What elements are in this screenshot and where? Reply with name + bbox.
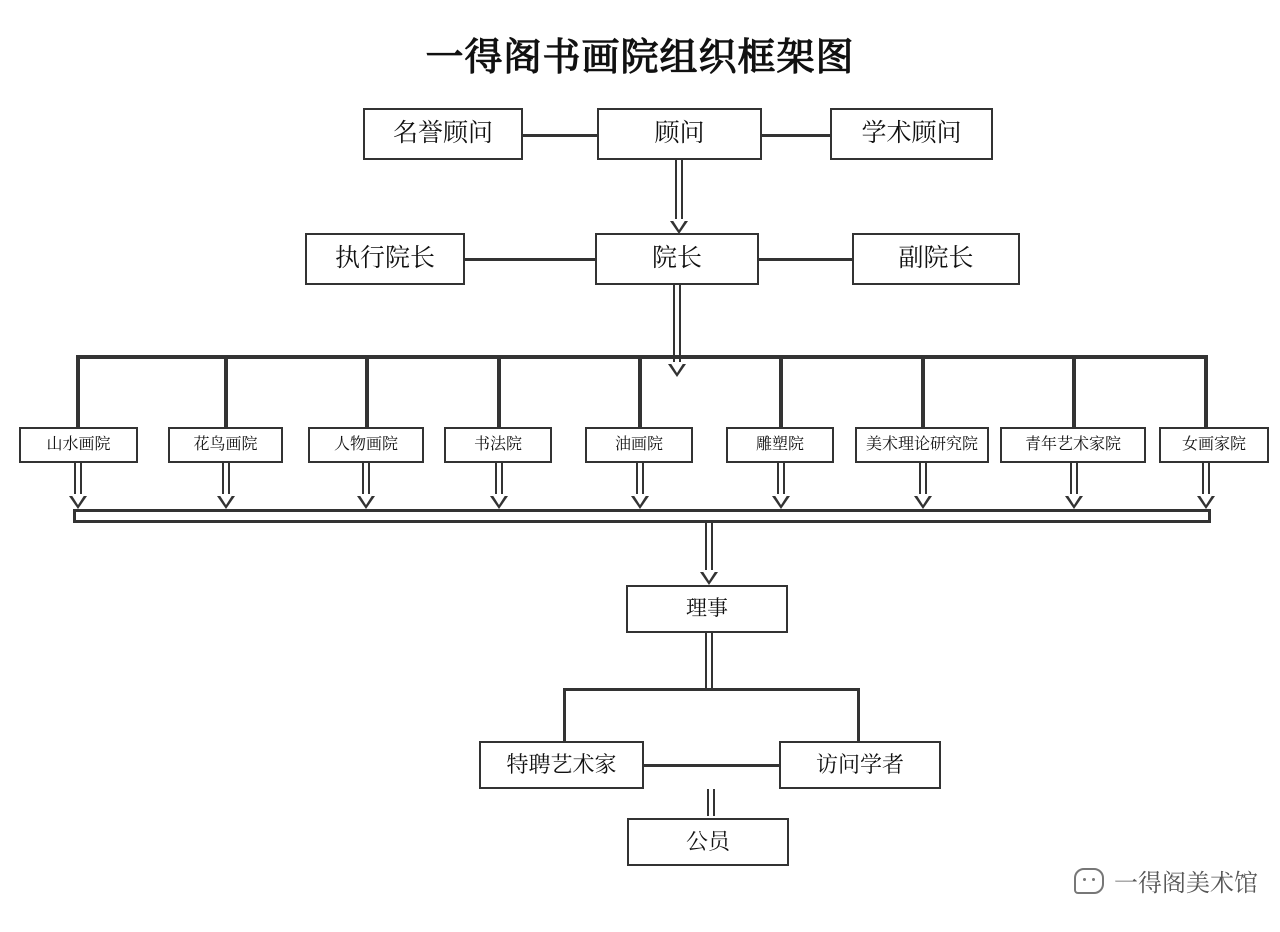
wechat-icon [1074, 868, 1104, 894]
leg-dept-3 [365, 355, 369, 427]
node-label: 学术顾问 [861, 120, 962, 148]
node-label: 执行院长 [334, 245, 435, 273]
leg-dept-5 [638, 355, 642, 427]
leg-special-artist [563, 688, 566, 741]
node-label: 雕塑院 [755, 436, 804, 454]
arrow-bus-to-director [700, 523, 718, 585]
leg-dept-9 [1204, 355, 1208, 427]
arrow-dept-9-to-bus [1197, 463, 1215, 509]
node-label: 特聘艺术家 [506, 751, 617, 777]
connector-dean-to-vice [758, 258, 852, 261]
node-department-shufa[interactable] [444, 427, 552, 463]
leg-dept-4 [497, 355, 501, 427]
connector-honorary-to-advisor [523, 134, 599, 137]
leg-visiting-scholar [857, 688, 860, 741]
leg-dept-6 [779, 355, 783, 427]
department-collector-bar [73, 509, 1211, 523]
connector-artist-to-scholar [644, 764, 779, 767]
node-special-artist[interactable] [479, 741, 644, 789]
leg-dept-2 [224, 355, 228, 427]
department-bus-top [76, 355, 1208, 359]
node-label: 青年艺术家院 [1024, 436, 1121, 454]
node-department-qingnian[interactable] [1000, 427, 1146, 463]
connector-advisor-to-academic [760, 134, 830, 137]
node-department-renwu[interactable] [308, 427, 424, 463]
arrow-advisor-to-dean [670, 160, 688, 234]
arrow-dept-5-to-bus [631, 463, 649, 509]
node-department-shanshui[interactable] [19, 427, 138, 463]
arrow-dept-4-to-bus [490, 463, 508, 509]
node-academic-advisor[interactable] [830, 108, 993, 160]
leg-dept-1 [76, 355, 80, 427]
arrow-dept-3-to-bus [357, 463, 375, 509]
arrow-dept-1-to-bus [69, 463, 87, 509]
node-director[interactable] [626, 585, 788, 633]
node-member[interactable] [627, 818, 789, 866]
node-label: 美术理论研究院 [865, 436, 978, 454]
node-label: 名誉顾问 [392, 120, 493, 148]
node-label: 山水画院 [46, 436, 111, 454]
watermark-label: 一得阁美术馆 [1114, 871, 1258, 897]
node-dean[interactable] [595, 233, 759, 285]
node-label: 书法院 [473, 436, 522, 454]
node-label: 油画院 [614, 436, 663, 454]
node-label: 花鸟画院 [193, 436, 258, 454]
node-department-nvhuajia[interactable] [1159, 427, 1269, 463]
node-label: 女画家院 [1181, 436, 1246, 454]
node-label: 院长 [651, 245, 702, 273]
leg-dept-7 [921, 355, 925, 427]
node-department-youhua[interactable] [585, 427, 693, 463]
leg-dept-8 [1072, 355, 1076, 427]
connector-executive-to-dean [465, 258, 597, 261]
node-label: 理事 [686, 596, 728, 621]
page-title: 一得阁书画院组织框架图 [425, 37, 855, 79]
node-honorary-advisor[interactable] [363, 108, 523, 160]
node-label: 人物画院 [333, 436, 398, 454]
node-label: 副院长 [898, 245, 974, 273]
node-department-huaniao[interactable] [168, 427, 283, 463]
watermark [1074, 863, 1258, 898]
node-label: 公员 [685, 828, 730, 854]
node-visiting-scholar[interactable] [779, 741, 941, 789]
node-executive-dean[interactable] [305, 233, 465, 285]
arrow-dept-7-to-bus [914, 463, 932, 509]
node-advisor[interactable] [597, 108, 762, 160]
node-department-meishu-lilun[interactable] [855, 427, 989, 463]
arrow-dept-2-to-bus [217, 463, 235, 509]
arrow-dept-6-to-bus [772, 463, 790, 509]
connector-director-split [563, 688, 860, 691]
node-vice-dean[interactable] [852, 233, 1020, 285]
arrow-director-to-split [700, 633, 718, 689]
node-label: 访问学者 [815, 751, 904, 777]
arrow-dept-8-to-bus [1065, 463, 1083, 509]
node-department-diaosu[interactable] [726, 427, 834, 463]
node-label: 顾问 [654, 120, 705, 148]
arrow-dean-to-departments [668, 285, 686, 377]
